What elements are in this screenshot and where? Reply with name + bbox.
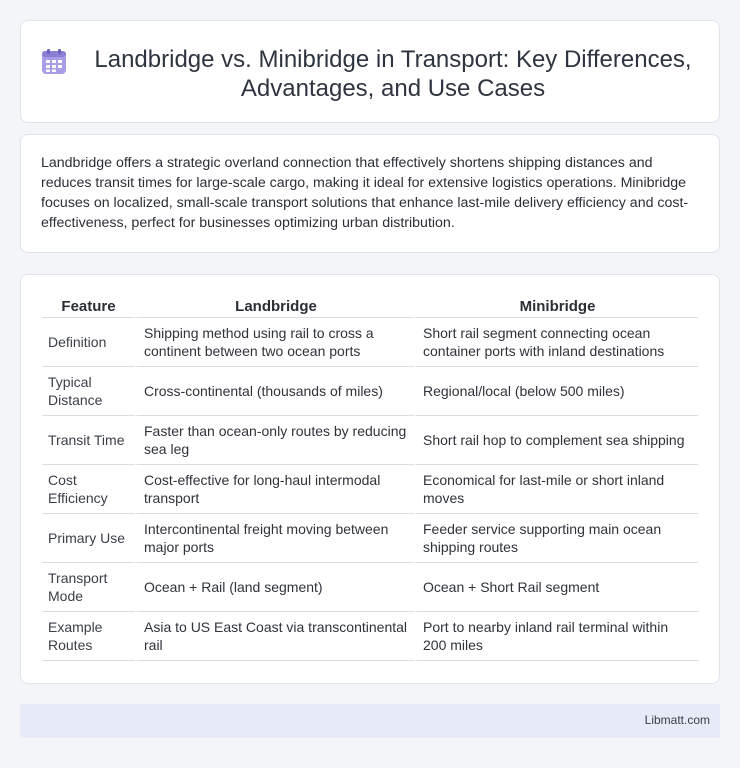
table-row xyxy=(42,514,698,563)
feature-cell: Typical Distance xyxy=(42,367,135,416)
table-row xyxy=(42,563,698,612)
comparison-card xyxy=(20,274,720,684)
minibridge-cell: Short rail hop to complement sea shipping xyxy=(414,416,698,465)
feature-cell: Example Routes xyxy=(42,612,135,661)
feature-cell: Transit Time xyxy=(42,416,135,465)
minibridge-cell: Economical for last-mile or short inland moves xyxy=(414,465,698,514)
comparison-table xyxy=(42,295,698,661)
page-title: Landbridge vs. Minibridge in Transport: Key Differences, Advantages, and Use Cases xyxy=(94,46,692,102)
table-row xyxy=(42,318,698,367)
column-header-feature: Feature xyxy=(42,295,135,318)
table-header-row xyxy=(42,295,698,318)
title-card xyxy=(20,20,720,123)
landbridge-cell: Shipping method using rail to cross a continent between two ocean ports xyxy=(135,318,414,367)
column-header-minibridge: Minibridge xyxy=(414,295,698,318)
minibridge-cell: Short rail segment connecting ocean container ports with inland destinations xyxy=(414,318,698,367)
column-header-landbridge: Landbridge xyxy=(135,295,414,318)
intro-card xyxy=(20,134,720,253)
feature-cell: Definition xyxy=(42,318,135,367)
minibridge-cell: Feeder service supporting main ocean shipping routes xyxy=(414,514,698,563)
landbridge-cell: Ocean + Rail (land segment) xyxy=(135,563,414,612)
landbridge-cell: Intercontinental freight moving between major ports xyxy=(135,514,414,563)
table-row xyxy=(42,465,698,514)
landbridge-cell: Asia to US East Coast via transcontinental rail xyxy=(135,612,414,661)
intro-paragraph: Landbridge offers a strategic overland connection that effectively shortens shipping distances and reduces transit times for large-scale cargo, making it ideal for extensive logistics operations. Minibridge focuses on localized, small-scale transport solutions that enhance last-mile delivery efficiency and cost-effectiveness, perfect for businesses optimizing urban distribution. xyxy=(41,155,689,231)
calendar-grid-icon xyxy=(41,49,67,75)
minibridge-cell: Port to nearby inland rail terminal within 200 miles xyxy=(414,612,698,661)
table-row xyxy=(42,416,698,465)
table-row xyxy=(42,612,698,661)
table-row xyxy=(42,367,698,416)
landbridge-cell: Cross-continental (thousands of miles) xyxy=(135,367,414,416)
minibridge-cell: Ocean + Short Rail segment xyxy=(414,563,698,612)
minibridge-cell: Regional/local (below 500 miles) xyxy=(414,367,698,416)
feature-cell: Cost Efficiency xyxy=(42,465,135,514)
footer-brand-link[interactable]: Libmatt.com xyxy=(644,713,710,727)
landbridge-cell: Faster than ocean-only routes by reducing sea leg xyxy=(135,416,414,465)
feature-cell: Primary Use xyxy=(42,514,135,563)
footer-bar xyxy=(20,704,720,738)
feature-cell: Transport Mode xyxy=(42,563,135,612)
landbridge-cell: Cost-effective for long-haul intermodal transport xyxy=(135,465,414,514)
